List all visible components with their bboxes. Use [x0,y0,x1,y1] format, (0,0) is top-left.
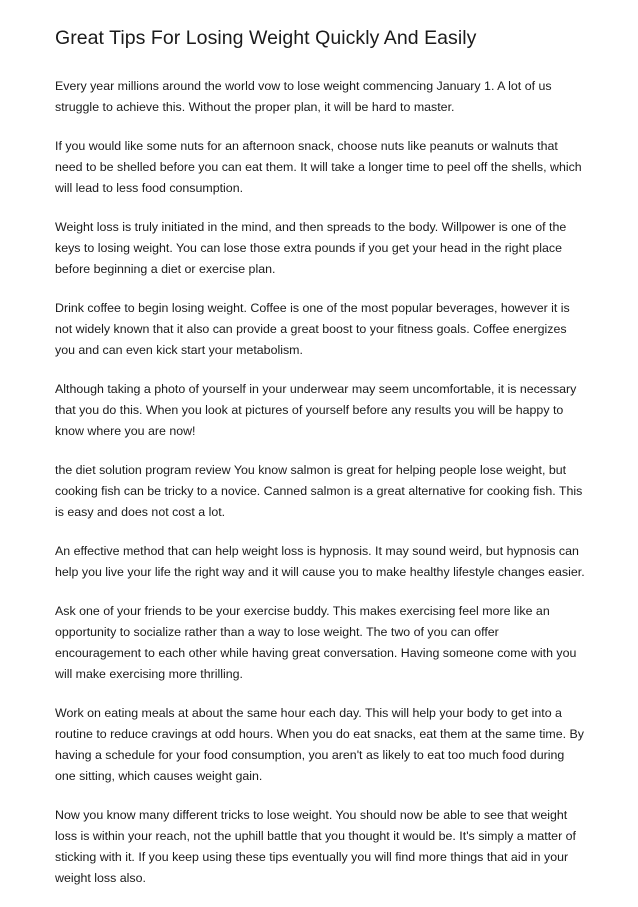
page-title: Great Tips For Losing Weight Quickly And Easily [55,27,477,49]
paragraph-salmon: the diet solution program review You know salmon is great for helping people lose weight, but cooking fish can be tricky to a novice. Canned salmon is a great alternative for cooking fish. This is easy and does not cost a lot. [55,463,583,519]
paragraph-nuts: If you would like some nuts for an afternoon snack, choose nuts like peanuts or walnuts that need to be shelled before you can eat them. It will take a longer time to peel off the shells, which will lead to less food consumption. [55,139,582,195]
paragraph-coffee: Drink coffee to begin losing weight. Coffee is one of the most popular beverages, however it is not widely known that it also can provide a great boost to your fitness goals. Coffee energizes you and can even kick start your metabolism. [55,301,570,357]
paragraph-meal-schedule: Work on eating meals at about the same hour each day. This will help your body to get into a routine to reduce cravings at odd hours. When you do eat snacks, eat them at the same time. By having a schedule for your food consumption, you aren't as likely to eat too much food during one sitting, which causes weight gain. [55,706,584,783]
paragraph-conclusion: Now you know many different tricks to lose weight. You should now be able to see that weight loss is within your reach, not the uphill battle that you thought it would be. It's simply a matter of sticking with it. If you keep using these tips eventually you will find more things that aid in your weight loss also. [55,808,576,885]
paragraph-photo: Although taking a photo of yourself in your underwear may seem uncomfortable, it is necessary that you do this. When you look at pictures of yourself before any results you will be happy to know where you are now! [55,382,577,438]
document-page [55,26,587,907]
paragraph-exercise-buddy: Ask one of your friends to be your exercise buddy. This makes exercising feel more like an opportunity to socialize rather than a way to lose weight. The two of you can offer encouragement to each other while having great conversation. Having someone come with you will make exercising more thrilling. [55,604,577,681]
paragraph-intro: Every year millions around the world vow to lose weight commencing January 1. A lot of us struggle to achieve this. Without the proper plan, it will be hard to master. [55,79,552,114]
paragraph-mind: Weight loss is truly initiated in the mind, and then spreads to the body. Willpower is one of the keys to losing weight. You can lose those extra pounds if you get your head in the right place before beginning a diet or exercise plan. [55,220,567,276]
paragraph-hypnosis: An effective method that can help weight loss is hypnosis. It may sound weird, but hypnosis can help you live your life the right way and it will cause you to make healthy lifestyle changes easier. [55,544,585,579]
